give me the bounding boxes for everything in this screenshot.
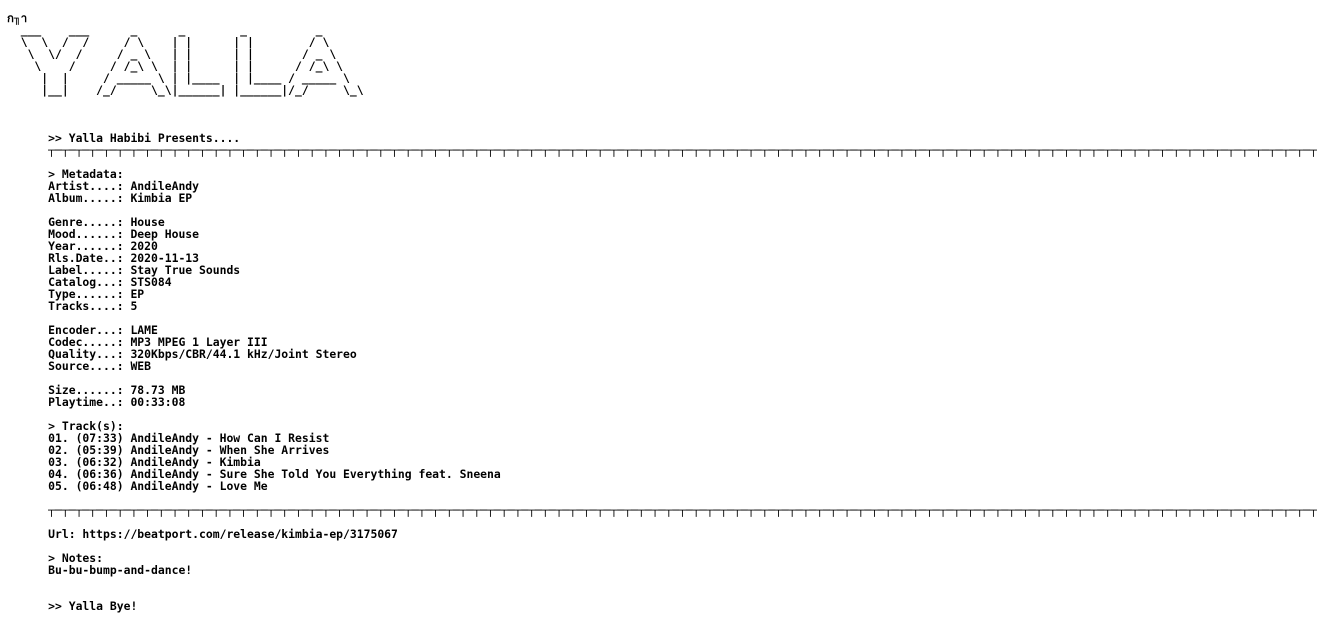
blank-line bbox=[7, 372, 1317, 384]
codec-line: Codec.....: MP3 MPEG 1 Layer III bbox=[7, 335, 268, 349]
track-list-item: 01. (07:33) AndileAndy - How Can I Resist bbox=[7, 431, 330, 445]
label-line: Label.....: Stay True Sounds bbox=[7, 263, 241, 277]
rls-date-line: Rls.Date..: 2020-11-13 bbox=[7, 251, 200, 265]
logo-line-1: ___ ___ _ _ _ _ bbox=[7, 23, 323, 37]
blank-line bbox=[7, 108, 1317, 120]
metadata-header: > Metadata: bbox=[7, 167, 124, 181]
type-line: Type......: EP bbox=[7, 287, 145, 301]
source-line: Source....: WEB bbox=[7, 359, 152, 373]
encoder-line: Encoder...: LAME bbox=[7, 323, 158, 337]
blank-line bbox=[7, 408, 1317, 420]
track-list-item: 03. (06:32) AndileAndy - Kimbia bbox=[7, 455, 261, 469]
tracks-header: > Track(s): bbox=[7, 419, 124, 433]
notes-header: > Notes: bbox=[7, 551, 104, 565]
track-list-item: 05. (06:48) AndileAndy - Love Me bbox=[7, 479, 268, 493]
nfo-text bbox=[7, 12, 1317, 612]
notes-text: Bu-bu-bump-and-dance! bbox=[7, 563, 193, 577]
catalog-line: Catalog...: STS084 bbox=[7, 275, 172, 289]
size-line: Size......: 78.73 MB bbox=[7, 383, 186, 397]
separator-top: ┬─┬─┬─┬─┬─┬─┬─┬─┬─┬─┬─┬─┬─┬─┬─┬─┬─┬─┬─┬─┬─┬─┬─┬─┬─┬─┬─┬─┬─┬─┬─┬─┬─┬─┬─┬─┬─┬─┬─┬─┬─┬─┬─┬─┬─┬─┬─┬─┬─┬─┬─┬─┬─┬─┬─┬─┬─┬─┬─┬─┬─┬─┬─┬─┬─┬─┬─┬─┬─┬─┬─┬─┬─┬─┬─┬─┬─┬─┬─┬─┬─┬─┬─┬─┬─┬─┬─┬─┬─┬─┬─┬─┬ bbox=[7, 143, 1317, 157]
logo-line-5: | | / _____ \ | |____ | |____ / _____ \ bbox=[7, 71, 350, 85]
playtime-line: Playtime..: 00:33:08 bbox=[7, 395, 186, 409]
logo-line-4: \ / / /_\ \ | | | | / /_\ \ bbox=[7, 59, 344, 73]
track-list-item: 02. (05:39) AndileAndy - When She Arrives bbox=[7, 443, 330, 457]
url-line: Url: https://beatport.com/release/kimbia-ep/3175067 bbox=[7, 527, 398, 541]
album-line: Album.....: Kimbia EP bbox=[7, 191, 193, 205]
blank-line bbox=[7, 312, 1317, 324]
blank-line bbox=[7, 96, 1317, 108]
artist-line: Artist....: AndileAndy bbox=[7, 179, 200, 193]
blank-line bbox=[7, 204, 1317, 216]
logo-line-2: \ \ / / / \ | | | | / \ bbox=[7, 35, 330, 49]
blank-line bbox=[7, 156, 1317, 168]
logo-line-3: \ \/ / / _ \ | | | | / _ \ bbox=[7, 47, 337, 61]
track-list-item: 04. (06:36) AndileAndy - Sure She Told You Everything feat. Sneena bbox=[7, 467, 501, 481]
logo-line-6: |__| /_/ \_\|______| |______|/_/ \_\ bbox=[7, 83, 364, 97]
tag-line: ก╖า bbox=[7, 11, 28, 25]
blank-line bbox=[7, 540, 1317, 552]
presents-line: >> Yalla Habibi Presents.... bbox=[7, 131, 241, 145]
blank-line bbox=[7, 588, 1317, 600]
quality-line: Quality...: 320Kbps/CBR/44.1 kHz/Joint Stereo bbox=[7, 347, 357, 361]
blank-line bbox=[7, 576, 1317, 588]
separator-bottom: ┬─┬─┬─┬─┬─┬─┬─┬─┬─┬─┬─┬─┬─┬─┬─┬─┬─┬─┬─┬─┬─┬─┬─┬─┬─┬─┬─┬─┬─┬─┬─┬─┬─┬─┬─┬─┬─┬─┬─┬─┬─┬─┬─┬─┬─┬─┬─┬─┬─┬─┬─┬─┬─┬─┬─┬─┬─┬─┬─┬─┬─┬─┬─┬─┬─┬─┬─┬─┬─┬─┬─┬─┬─┬─┬─┬─┬─┬─┬─┬─┬─┬─┬─┬─┬─┬─┬─┬─┬─┬─┬─┬─┬ bbox=[7, 503, 1317, 517]
year-line: Year......: 2020 bbox=[7, 239, 158, 253]
mood-line: Mood......: Deep House bbox=[7, 227, 200, 241]
genre-line: Genre.....: House bbox=[7, 215, 165, 229]
tracks-line: Tracks....: 5 bbox=[7, 299, 138, 313]
bye-line: >> Yalla Bye! bbox=[7, 599, 138, 613]
